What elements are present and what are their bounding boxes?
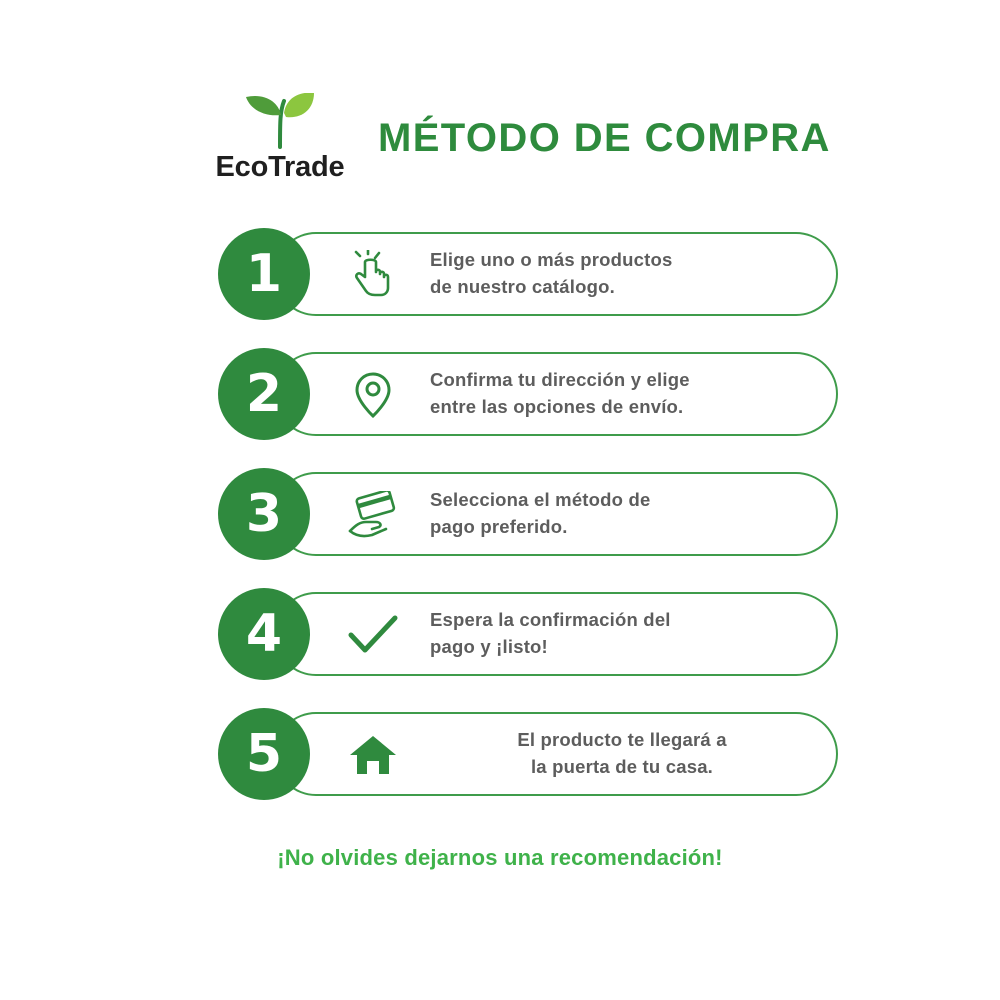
step-text-line: El producto te llegará a <box>517 729 727 751</box>
step-number-badge <box>218 708 310 800</box>
step-item <box>218 588 838 680</box>
step-number: 3 <box>245 484 283 544</box>
step-text-line: Confirma tu dirección y elige <box>430 369 690 391</box>
step-text-line: pago preferido. <box>430 516 568 537</box>
step-text-line: la puerta de tu casa. <box>530 756 714 777</box>
step-text-line: entre las opciones de envío. <box>430 396 684 417</box>
step-text <box>430 708 814 800</box>
map-pin-icon <box>346 368 400 422</box>
step-number-badge <box>218 588 310 680</box>
step-item <box>218 708 838 800</box>
step-text <box>430 588 814 680</box>
step-number-badge <box>218 228 310 320</box>
page-title: MÉTODO DE COMPRA <box>378 115 831 160</box>
step-text <box>430 468 814 560</box>
brand-logo <box>200 93 360 184</box>
footer-note: ¡No olvides dejarnos una recomendación! <box>277 845 723 870</box>
step-number: 2 <box>245 364 283 424</box>
step-text <box>430 228 814 320</box>
step-item <box>218 228 838 320</box>
house-icon <box>346 728 400 782</box>
leaf-sprout-icon <box>234 93 326 149</box>
step-item <box>218 468 838 560</box>
header <box>200 88 880 188</box>
step-text-line: de nuestro catálogo. <box>430 276 615 297</box>
step-text-line: Selecciona el método de <box>430 489 651 511</box>
step-text-line: Elige uno o más productos <box>430 249 673 271</box>
step-number-badge <box>218 348 310 440</box>
step-number: 5 <box>245 724 283 784</box>
hand-click-icon <box>346 248 400 302</box>
step-number: 4 <box>245 604 283 664</box>
step-number: 1 <box>245 244 283 304</box>
brand-name: EcoTrade <box>215 150 345 183</box>
credit-card-hand-icon <box>346 488 400 542</box>
step-number-badge <box>218 468 310 560</box>
step-text-line: Espera la confirmación del <box>430 609 671 631</box>
step-text-line: pago y ¡listo! <box>430 636 548 657</box>
step-item <box>218 348 838 440</box>
step-text <box>430 348 814 440</box>
check-mark-icon <box>346 608 400 662</box>
steps-list <box>218 228 838 828</box>
